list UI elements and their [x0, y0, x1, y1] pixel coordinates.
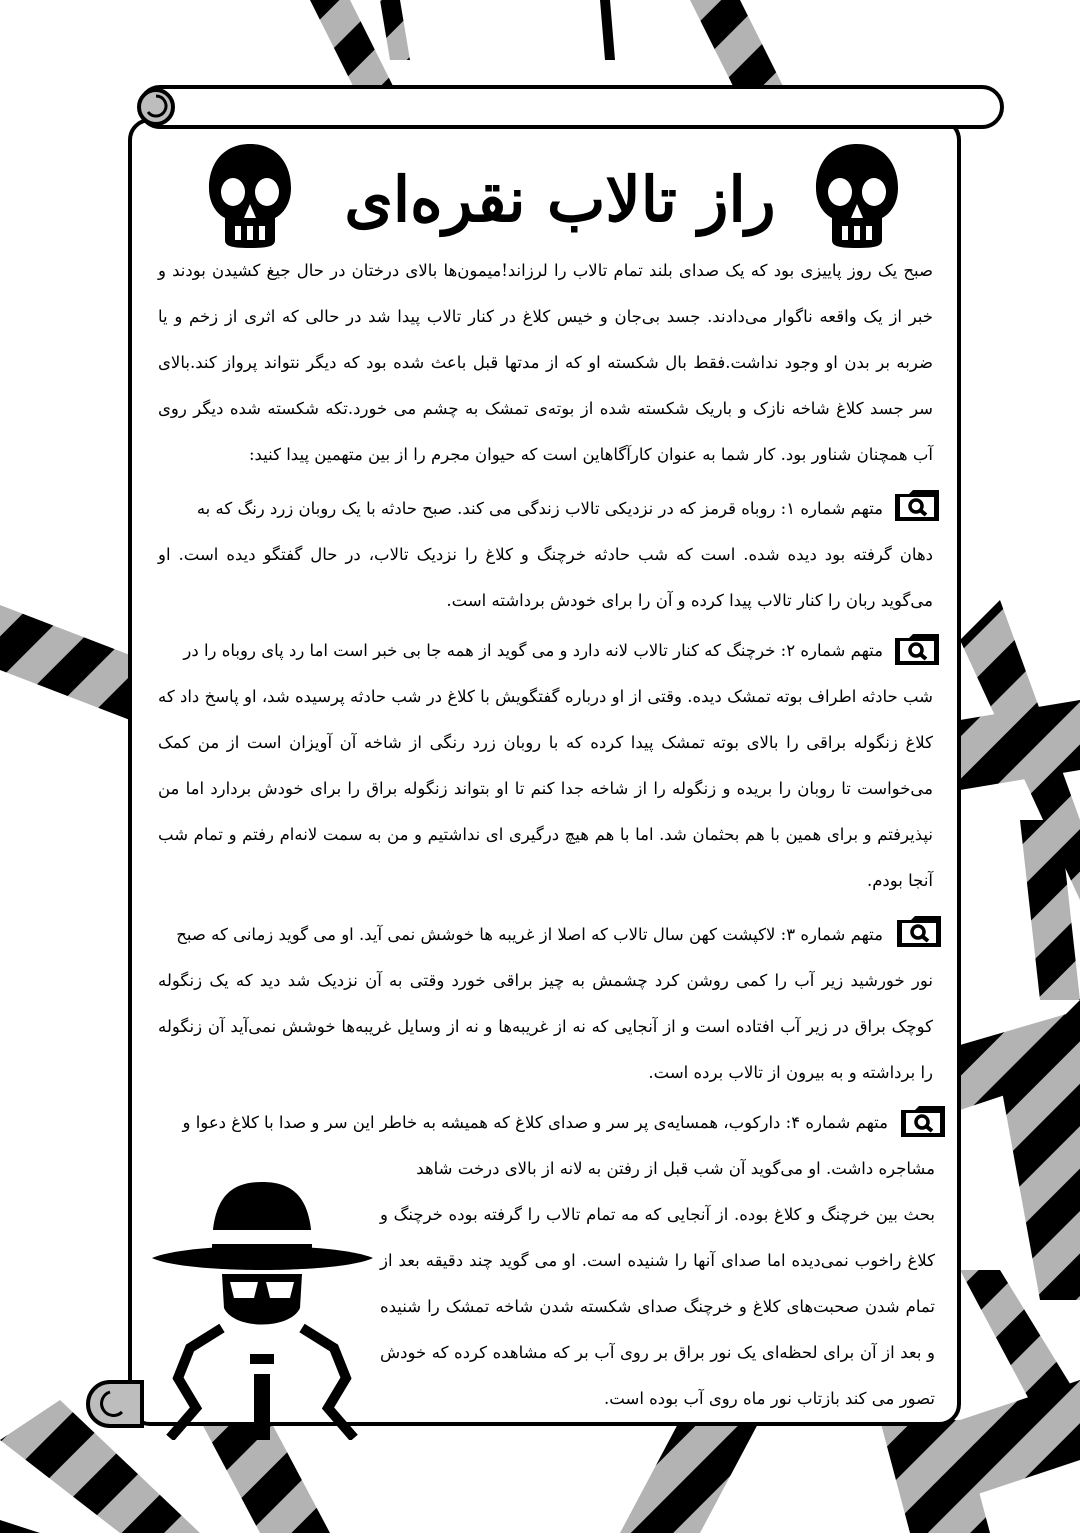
scroll-top-roll — [138, 85, 1004, 129]
suspect-1-heading: متهم شماره ۱: روباه قرمز که در نزدیکی تالاب زندگی می کند. صبح حادثه با یک روبان زرد رنگ که به — [196, 499, 883, 518]
search-folder-icon — [898, 1104, 948, 1140]
suspect-1-text: دهان گرفته بود دیده شده. است که شب حادثه خرچنگ و کلاغ را نزدیک تالاب، در حال گفتگو دیده است. او می‌گوید ربان را کنار تالاب پیدا کرده و آن را برای خودش برداشته است. — [158, 545, 933, 610]
suspect-4-line2: مشاجره داشت. او می‌گوید آن شب قبل از رفتن به لانه از بالای درخت شاهد — [416, 1159, 935, 1178]
search-folder-icon — [892, 488, 942, 524]
page-title: راز تالاب نقره‌ای — [344, 163, 776, 236]
search-folder-icon — [894, 914, 944, 950]
detective-icon — [150, 1178, 375, 1440]
search-folder-icon — [892, 632, 942, 668]
suspect-2-text: شب حادثه اطراف بوته تمشک دیده. وقتی از او درباره گفتگویش با کلاغ در شب حادثه پرسیده شد، او پاسخ داد که کلاغ زنگوله براقی را بالای بوته تمشک پیدا کرده که با روبان زرد رنگی از شاخه آن آویزان است از من کمک می‌خواست تا روبان را بریده و زنگوله را از شاخه جدا کنم تا او بتواند زنگوله براق را برای خودش بردارد اما من نپذیرفتم و برای همین با هم بحثمان شد. اما با هم هیچ درگیری ای نداشتیم و من به سمت لانه‌ام رفتم و تمام شب آنجا بودم. — [158, 687, 933, 890]
suspect-3-heading: متهم شماره ۳: لاکپشت کهن سال تالاب که اصلا از غریبه ها خوشش نمی آید. او می گوید زمانی که صبح — [176, 925, 883, 944]
suspect-4-heading: متهم شماره ۴: دارکوب، همسایه‌ی پر سر و صدای کلاغ که همیشه به خاطر این سر و صدا با کلاغ دعوا و — [182, 1113, 888, 1132]
skull-icon — [205, 140, 295, 250]
skull-icon — [812, 140, 902, 250]
suspect-3-text: نور خورشید زیر آب را کمی روشن کرد چشمش به چیز براقی خورد وقتی به آن نزدیک شد دید که یک زنگوله کوچک براق در زیر آب افتاده است و از آنجایی که نه از غریبه‌ها و نه از وسایل غریبه‌ها خوشش نمی‌آید آن زنگوله را برداشته و به بیرون از تالاب برده است. — [158, 971, 933, 1082]
suspect-2-heading: متهم شماره ۲: خرچنگ که کنار تالاب لانه دارد و می گوید از همه جا بی خبر است اما رد پای روباه را در — [183, 641, 883, 660]
scroll-curl-top — [136, 86, 176, 128]
suspect-4-text: بحث بین خرچنگ و کلاغ بوده. از آنجایی که مه تمام تالاب را گرفته بوده خرچنگ و کلاغ راخوب نمی‌دیده اما صدای آنها را شنیده است. او می گوید چند دقیقه بعد از تمام شدن صحبت‌های کلاغ و خرچنگ صدای شکسته شدن شاخه تمشک را شنیده و بعد از آن برای لحظه‌ای یک نور براق بر روی آب بر که مشاهده کرده که خودش تصور می کند بازتاب نور ماه روی آب بوده است. — [380, 1205, 935, 1408]
scroll-curl-bottom — [82, 1378, 152, 1430]
intro-paragraph: صبح یک روز پاییزی بود که یک صدای بلند تمام تالاب را لرزاند!میمون‌ها بالای درختان در حال جیغ کشیدن بودند و خبر از یک واقعه ناگوار می‌دادند. جسد بی‌جان و خیس کلاغ در کنار تالاب پیدا شد در حالی که اثری از زخم و یا ضربه بر بدن او وجود نداشت.فقط بال شکسته او که از مدتها قبل باعث شده بود که دیگر نتواند پرواز کند.بالای سر جسد کلاغ شاخه نازک و باریک شکسته شده از بوته‌ی تمشک به چشم می خورد.تکه شکسته شده دیگر روی آب همچنان شناور بود. کار شما به عنوان کارآگاهاین است که حیوان مجرم را از بین متهمین پیدا کنید: — [158, 261, 933, 464]
